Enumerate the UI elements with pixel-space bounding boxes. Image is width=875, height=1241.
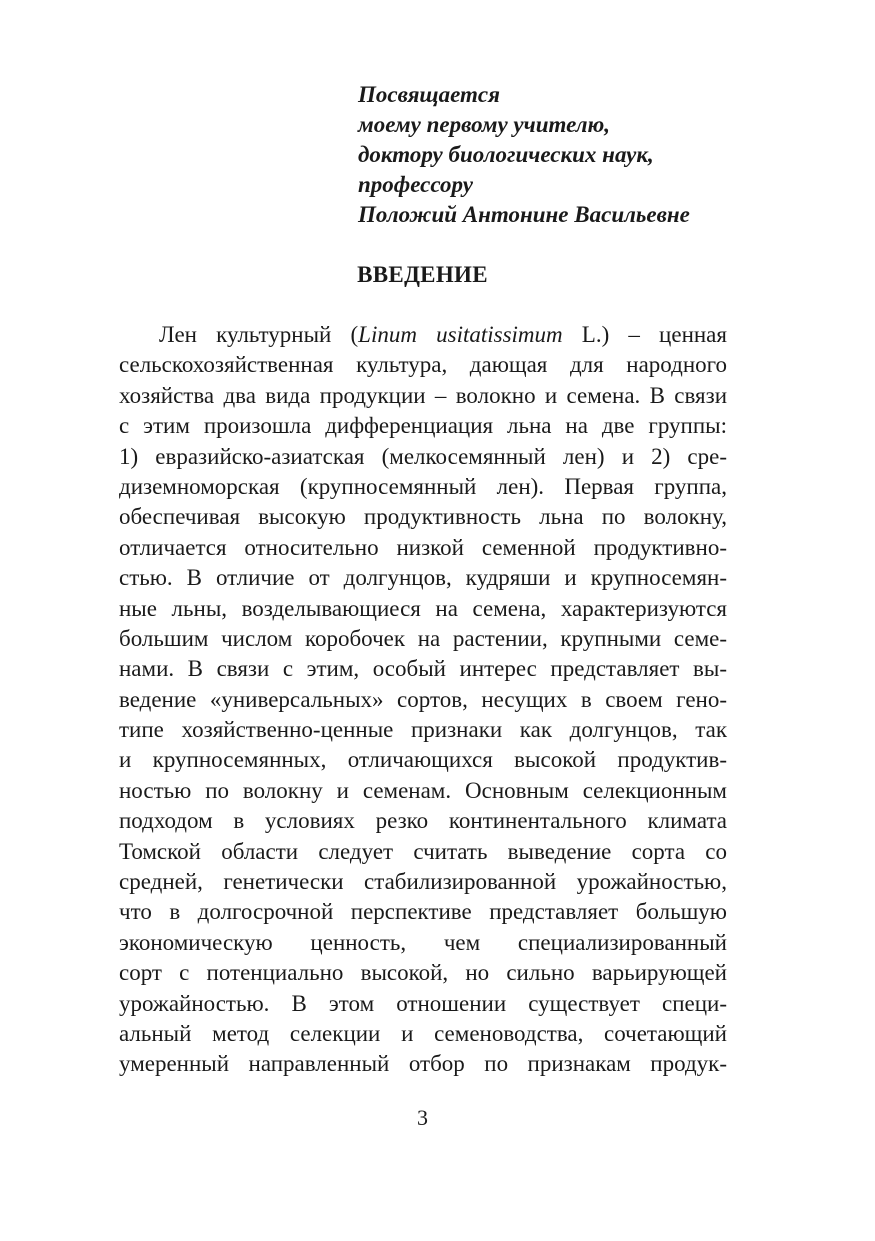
dedication-line: доктору биологических наук, bbox=[358, 142, 654, 167]
dedication-line: Посвящается bbox=[358, 82, 500, 107]
text-run: Лен культурный ( bbox=[159, 322, 359, 347]
dedication-line: Положий Антонине Васильевне bbox=[358, 202, 690, 227]
paragraph-line: хозяйства два вида продукции – волокно и семена. В связи bbox=[119, 382, 727, 408]
section-heading: ВВЕДЕНИЕ bbox=[357, 262, 488, 287]
text-run: L.) – ценная bbox=[562, 322, 727, 347]
paragraph-line: что в долгосрочной перспективе представляет большую bbox=[119, 899, 727, 925]
paragraph-line: альный метод селекции и семеноводства, сочетающий bbox=[119, 1020, 727, 1046]
page-number: 3 bbox=[417, 1105, 428, 1130]
paragraph-line: типе хозяйственно-ценные признаки как долгунцов, так bbox=[119, 717, 727, 743]
paragraph-line: нами. В связи с этим, особый интерес представляет вы- bbox=[119, 656, 727, 682]
paragraph-line: обеспечивая высокую продуктивность льна по волокну, bbox=[119, 504, 727, 530]
paragraph-line: ные льны, возделывающиеся на семена, характеризуются bbox=[119, 595, 727, 621]
dedication bbox=[358, 80, 690, 230]
paragraph-line: стью. В отличие от долгунцов, кудряши и крупносемян- bbox=[119, 565, 727, 591]
paragraph-line: Томской области следует считать выведение сорта со bbox=[119, 838, 727, 864]
latin-name: Linum usitatissimum bbox=[358, 322, 563, 347]
paragraph-line: 1) евразийско-азиатская (мелкосемянный лен) и 2) сре- bbox=[119, 443, 727, 469]
paragraph-line-first bbox=[119, 320, 727, 350]
dedication-line: моему первому учителю, bbox=[358, 112, 611, 137]
dedication-line: профессору bbox=[358, 172, 473, 197]
paragraph-line: урожайностью. В этом отношении существует специ- bbox=[119, 990, 727, 1016]
paragraph-line: большим числом коробочек на растении, крупными семе- bbox=[119, 625, 727, 651]
paragraph-line: умеренный направленный отбор по признакам продук- bbox=[119, 1051, 727, 1077]
paragraph-line: ностью по волокну и семенам. Основным селекционным bbox=[119, 777, 727, 803]
paragraph-line: отличается относительно низкой семенной продуктивно- bbox=[119, 534, 727, 560]
paragraph-line: сельскохозяйственная культура, дающая для народного bbox=[119, 352, 727, 378]
paragraph-line: средней, генетически стабилизированной урожайностью, bbox=[119, 869, 727, 895]
paragraph-line: диземноморская (крупносемянный лен). Первая группа, bbox=[119, 473, 727, 499]
paragraph-line: подходом в условиях резко континентального климата bbox=[119, 808, 727, 834]
body-text bbox=[119, 320, 727, 1080]
paragraph-line: ведение «универсальных» сортов, несущих в своем гено- bbox=[119, 686, 727, 712]
paragraph-line: экономическую ценность, чем специализированный bbox=[119, 929, 727, 955]
paragraph-line: с этим произошла дифференциация льна на две группы: bbox=[119, 413, 727, 439]
paragraph-line: сорт с потенциально высокой, но сильно варьирующей bbox=[119, 960, 727, 986]
paragraph-line: и крупносемянных, отличающихся высокой продуктив- bbox=[119, 747, 727, 773]
